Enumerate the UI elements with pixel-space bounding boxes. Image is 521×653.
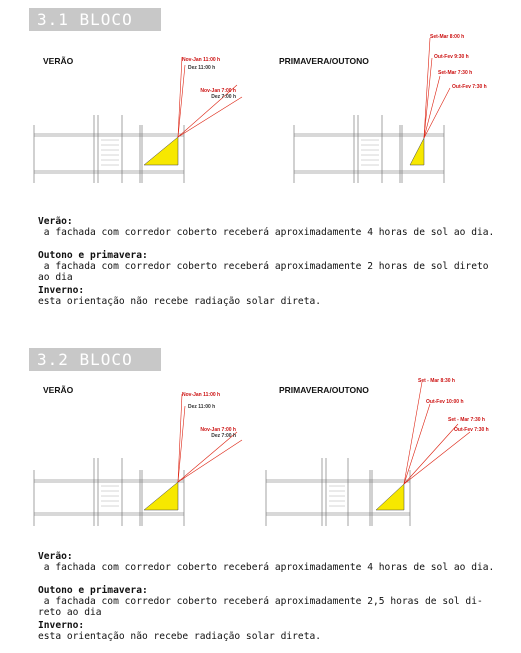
spring-section-diagram bbox=[290, 30, 490, 190]
text-block-bloco-1a bbox=[38, 205, 494, 318]
winter-body: esta orientação não recebe radiação solar direta. bbox=[38, 296, 322, 307]
sun-patch bbox=[144, 137, 178, 165]
spring-diagram-label: PRIMAVERA/OUTONO bbox=[279, 56, 369, 66]
spring-body-2: reto ao dia bbox=[38, 607, 102, 618]
winter-body: esta orientação não recebe radiação solar direta. bbox=[38, 631, 322, 642]
section-header-bloco-1b bbox=[29, 348, 161, 388]
summer-heading: Verão: bbox=[38, 551, 73, 562]
annotation-1: Set-Mar 8:00 h bbox=[430, 34, 465, 40]
annotation-3: Set-Mar 7:30 h bbox=[438, 70, 473, 76]
sun-patch bbox=[376, 484, 404, 510]
summer-diagram-label: VERÃO bbox=[43, 56, 74, 66]
sun-patch bbox=[410, 138, 424, 165]
annotation-2: Out-Fev 9:30 h bbox=[434, 54, 469, 60]
spring-diagram-label: PRIMAVERA/OUTONO bbox=[279, 385, 369, 395]
annotation-3: Nov-Jan 7:00 h bbox=[200, 427, 236, 433]
winter-heading: Inverno: bbox=[38, 285, 85, 296]
annotation-2: Out-Fev 10:00 h bbox=[426, 399, 464, 405]
annotation-1: Nov-Jan 11:00 h bbox=[182, 57, 221, 63]
spring-body-1: a fachada com corredor coberto receberá aproximadamente 2 horas de sol direto bbox=[38, 261, 489, 272]
summer-section-diagram bbox=[32, 55, 236, 190]
spring-heading: Outono e primavera: bbox=[38, 250, 148, 261]
annotation-4: Out-Fev 7:30 h bbox=[454, 427, 489, 433]
annotation-1: Set - Mar 8:30 h bbox=[418, 378, 455, 384]
annotation-4: Out-Fev 7:30 h bbox=[452, 84, 487, 90]
annotation-1: Nov-Jan 11:00 h bbox=[182, 392, 221, 398]
section-header-bloco-1a bbox=[29, 8, 161, 48]
winter-heading: Inverno: bbox=[38, 620, 85, 631]
annotation-4: Dez 7:00 h bbox=[211, 94, 236, 100]
summer-body: a fachada com corredor coberto receberá aproximadamente 4 horas de sol ao dia. bbox=[38, 562, 495, 573]
annotation-4: Dez 7:00 h bbox=[211, 433, 236, 439]
text-block-bloco-1b bbox=[38, 540, 494, 653]
annotation-3: Nov-Jan 7:00 h bbox=[200, 88, 236, 94]
section-title: 3.1 BLOCO 1A bbox=[37, 10, 133, 48]
summer-section-diagram bbox=[32, 388, 236, 528]
section-title: 3.2 BLOCO 1B bbox=[37, 350, 133, 388]
spring-section-diagram bbox=[262, 372, 492, 528]
spring-body-1: a fachada com corredor coberto receberá aproximadamente 2,5 horas de sol di- bbox=[38, 596, 483, 607]
spring-heading: Outono e primavera: bbox=[38, 585, 148, 596]
summer-diagram-label: VERÃO bbox=[43, 385, 74, 395]
annotation-2: Dez 11:00 h bbox=[188, 65, 216, 71]
spring-body-2: ao dia bbox=[38, 272, 73, 283]
summer-body: a fachada com corredor coberto receberá aproximadamente 4 horas de sol ao dia. bbox=[38, 227, 495, 238]
summer-heading: Verão: bbox=[38, 216, 73, 227]
sun-patch bbox=[144, 482, 178, 510]
annotation-2: Dez 11:00 h bbox=[188, 404, 216, 410]
annotation-3: Set - Mar 7:30 h bbox=[448, 417, 485, 423]
